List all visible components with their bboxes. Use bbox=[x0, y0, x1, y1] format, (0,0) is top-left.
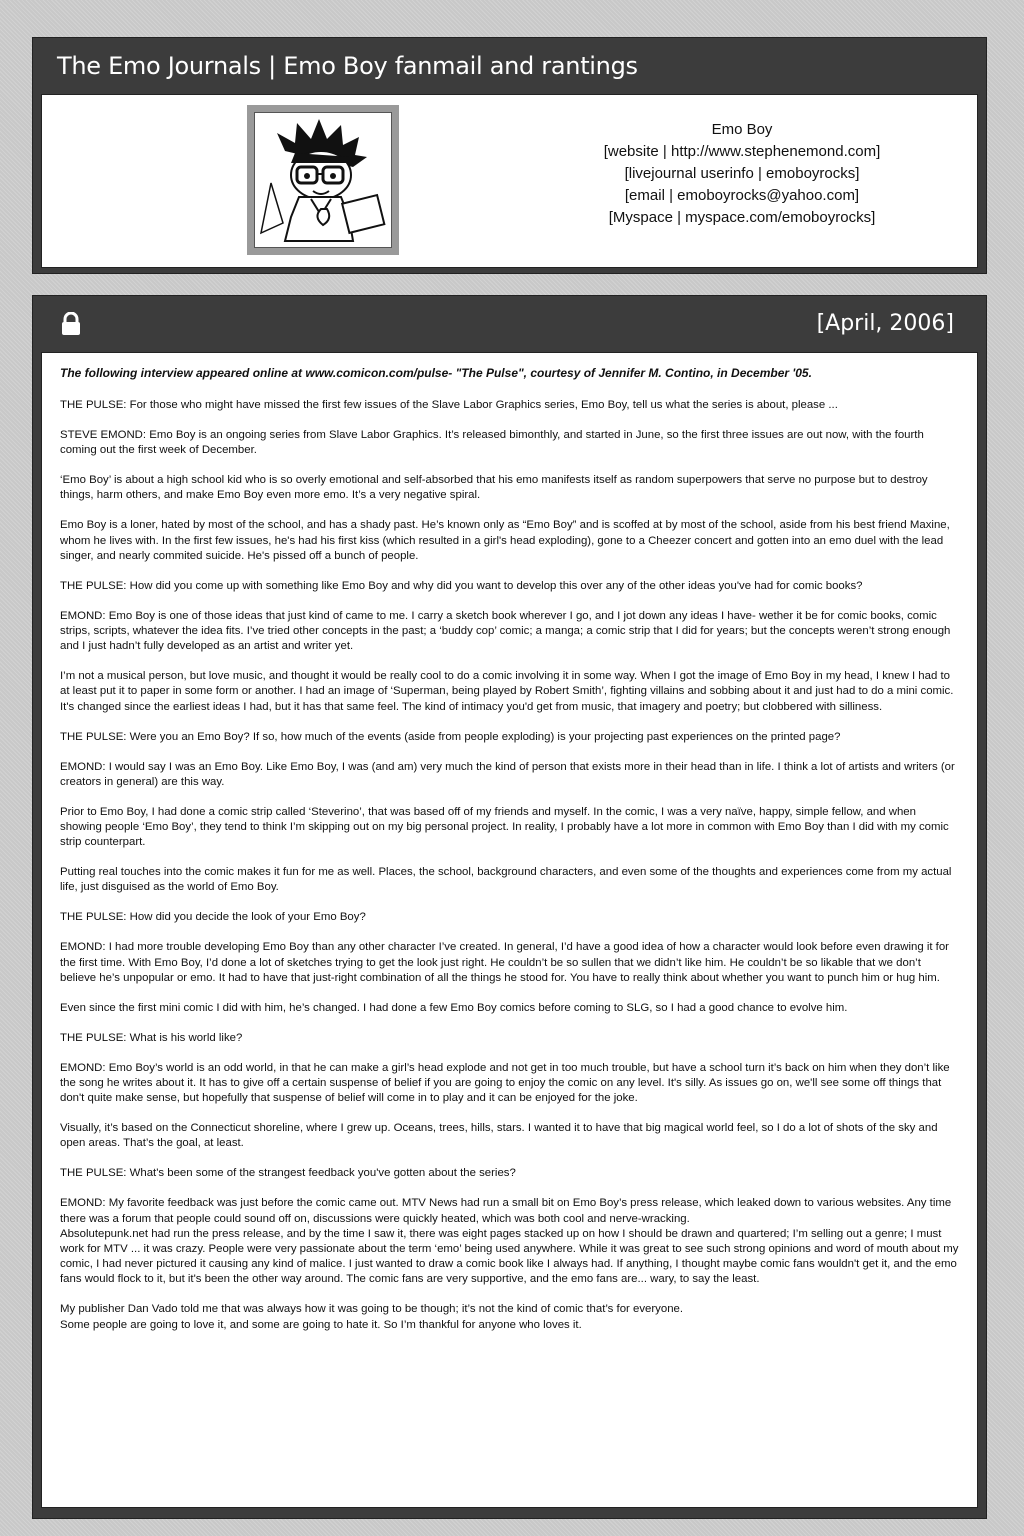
profile-livejournal-link[interactable]: [livejournal userinfo | emoboyrocks] bbox=[624, 165, 860, 182]
entry-paragraph: STEVE EMOND: Emo Boy is an ongoing series from Slave Labor Graphics. It’s released bimonthly, and started in June, so the first three issues are out now, with the fourth coming out the first week of December. bbox=[60, 429, 924, 457]
entry-paragraph: I’m not a musical person, but love music, and thought it would be really cool to do a comic involving it in some way. When I got the image of Emo Boy in my head, I knew I had to at least put it to paper in some form or another. I had an image of ‘Superman, being played by Robert Smith’, fighting villains and sobbing about it and just had to do a mini comic. It's changed since the earliest ideas I had, but it has that same feel. The kind of intimacy you'd get from music, that imagery and poetry; but clobbered with silliness. bbox=[60, 670, 954, 713]
entry-paragraph: Visually, it’s based on the Connecticut shoreline, where I grew up. Oceans, trees, hills, stars. I wanted it to have that big magical world feel, so I do a lot of shots of the sky and open areas. That’s the goal, at least. bbox=[60, 1122, 938, 1150]
profile-info bbox=[542, 119, 942, 229]
entry-paragraph: EMOND: I had more trouble developing Emo Boy than any other character I’ve created. In general, I’d have a good idea of how a character would look before even drawing it for the first time. With Emo Boy, I’d done a lot of sketches trying to get the look just right. He couldn’t be so sullen that we didn’t like him. He couldn’t be so likable that we don’t believe he’s unpopular or emo. It had to have that just-right combination of all the things he stood for. You have to really think about whether you want to punch him or hug him. bbox=[60, 941, 949, 984]
entry-paragraph: EMOND: My favorite feedback was just before the comic came out. MTV News had run a small bit on Emo Boy’s press release, which leaked down to various websites. Any time there was a forum that people could sound off on, discussions were quickly heated, which was both cool and nerve-wracking. Absolutepunk.net had run the press release, and by the time I saw it, there was eight pages stacked up on how I should be drawn and quartered; I’m selling out a genre; I must work for MTV ... it was crazy. People were very passionate about the term ‘emo’ being used anywhere. While it was great to see such strong opinions and word of mouth about my comic, I had never pictured it causing any kind of malice. I just wanted to draw a comic book like I always had. If anything, I thought maybe comic fans wouldn't get it, and the emo fans would flock to it, but it's been the other way around. The comic fans are very supportive, and the emo fans are... wary, to say the least. bbox=[60, 1197, 959, 1286]
profile-box bbox=[41, 94, 978, 268]
entry-paragraph: THE PULSE: How did you come up with something like Emo Boy and why did you want to develop this over any of the other ideas you've had for comic books? bbox=[60, 579, 863, 592]
entry-paragraph: THE PULSE: How did you decide the look of your Emo Boy? bbox=[60, 911, 366, 924]
entry-paragraph: EMOND: Emo Boy’s world is an odd world, in that he can make a girl’s head explode and not get in too much trouble, but have a school turn it’s back on him when they don’t like the song he writes about it. It has to give off a certain suspense of belief if you are going to enjoy the comic on any level. It's silly. As issues go on, we'll see some off things that don't quite make sense, but hopefully that suspense of belief will come in to play and it can be enjoyed for the joke. bbox=[60, 1061, 950, 1105]
entry-body bbox=[41, 352, 978, 1508]
entry-paragraph: Putting real touches into the comic makes it fun for me as well. Places, the school, background characters, and even some of the thoughts and experiences come from my actual life, just disguised as the world of Emo Boy. bbox=[60, 866, 952, 894]
profile-name: Emo Boy bbox=[711, 121, 773, 138]
entry-paragraph: Even since the first mini comic I did with him, he’s changed. I had done a few Emo Boy comics before coming to SLG, so I had a good chance to evolve him. bbox=[60, 1001, 848, 1014]
entry-intro: The following interview appeared online at www.comicon.com/pulse- "The Pulse", courtesy of Jennifer M. Contino, in December '05. bbox=[60, 366, 812, 380]
profile-website-link[interactable]: [website | http://www.stephenemond.com] bbox=[603, 143, 881, 160]
lock-icon bbox=[61, 312, 81, 336]
profile-myspace-link[interactable]: [Myspace | myspace.com/emoboyrocks] bbox=[608, 209, 876, 226]
entry-date: [April, 2006] bbox=[816, 311, 954, 336]
entry-paragraph: THE PULSE: What's been some of the strangest feedback you've gotten about the series? bbox=[60, 1167, 516, 1180]
entry-paragraph: My publisher Dan Vado told me that was always how it was going to be though; it’s not the kind of comic that’s for everyone. Some people are going to love it, and some are going to hate it. So I’m thankful for anyone who loves it. bbox=[60, 1303, 684, 1331]
avatar[interactable] bbox=[247, 105, 399, 255]
emo-boy-avatar-icon bbox=[255, 113, 391, 247]
entry-paragraph: ‘Emo Boy’ is about a high school kid who is so overly emotional and self-absorbed that his emo manifests itself as random superpowers that serve no purpose but to destroy things, harm others, and make Emo Boy even more emo. It’s a very negative spiral. bbox=[60, 474, 928, 502]
entry-header bbox=[33, 296, 986, 352]
entry-paragraph: EMOND: I would say I was an Emo Boy. Like Emo Boy, I was (and am) very much the kind of person that exists more in their head than in life. I think a lot of artists and writers (or creators in general) are this way. bbox=[60, 760, 955, 788]
entry-panel bbox=[32, 295, 987, 1519]
profile-email-link[interactable]: [email | emoboyrocks@yahoo.com] bbox=[624, 187, 860, 204]
entry-paragraph: Emo Boy is a loner, hated by most of the school, and has a shady past. He’s known only as “Emo Boy” and is scoffed at by most of the school, aside from his best friend Maxine, whom he lives with. In the first few issues, he's had his first kiss (which resulted in a girl's head exploding), gone to a Cheezer concert and gotten into an emo duel with the lead singer, and nearly commited suicide. He's pissed off a bunch of people. bbox=[60, 519, 950, 562]
entry-paragraph: Prior to Emo Boy, I had done a comic strip called ‘Steverino’, that was based off of my friends and myself. In the comic, I was a very naïve, happy, simple fellow, and when showing people ‘Emo Boy’, they tend to think I’m skipping out on my big personal project. In reality, I probably have a lot more in common with Emo Boy than I did with my comic strip counterpart. bbox=[60, 805, 949, 849]
avatar-image bbox=[254, 112, 392, 248]
journal-title: The Emo Journals | Emo Boy fanmail and rantings bbox=[57, 52, 638, 80]
profile-panel bbox=[32, 37, 987, 274]
entry-paragraph: THE PULSE: What is his world like? bbox=[60, 1031, 243, 1044]
entry-paragraph: THE PULSE: Were you an Emo Boy? If so, how much of the events (aside from people exploding) is your projecting past experiences on the printed page? bbox=[60, 730, 841, 743]
entry-paragraph: THE PULSE: For those who might have missed the first few issues of the Slave Labor Graphics series, Emo Boy, tell us what the series is about, please ... bbox=[60, 399, 838, 411]
entry-paragraph: EMOND: Emo Boy is one of those ideas that just kind of came to me. I carry a sketch book wherever I go, and I jot down any ideas I have- wether it be for comic books, comic strips, scripts, whatever the idea fits. I’ve tried other concepts in the past; a ‘buddy cop’ comic; a manga; a comic strip that I did for years; but the concepts weren’t strong enough and I just hadn’t fully developed as an artist and writer yet. bbox=[60, 609, 951, 653]
entry-paragraphs bbox=[60, 398, 959, 1333]
